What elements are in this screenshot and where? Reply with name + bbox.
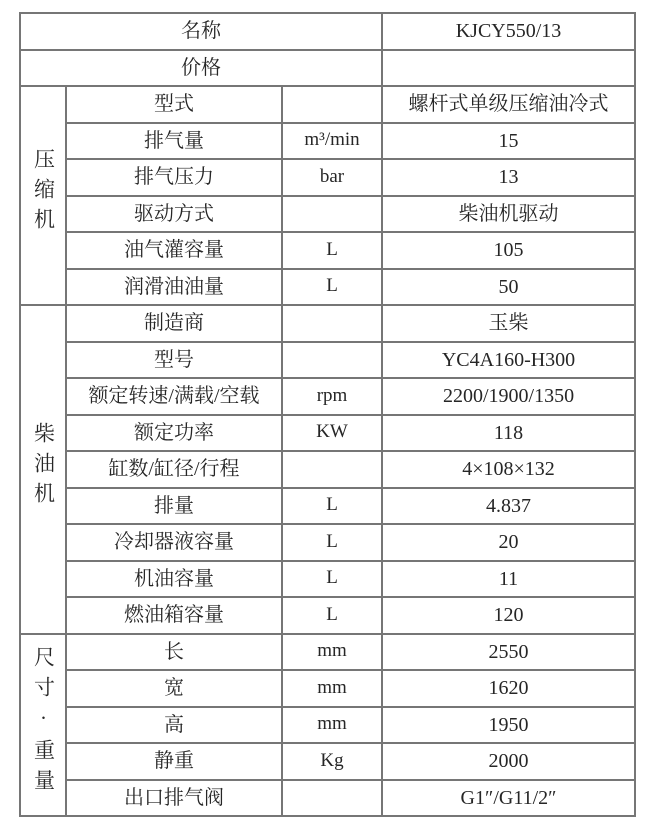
- row-value: 2200/1900/1350: [382, 378, 635, 415]
- row-label: 缸数/缸径/行程: [66, 451, 282, 488]
- section-compressor: [20, 86, 66, 305]
- row-unit: L: [282, 269, 382, 306]
- spec-row: [20, 634, 635, 671]
- row-value: 柴油机驱动: [382, 196, 635, 233]
- row-label: 排气压力: [66, 159, 282, 196]
- spec-table: [19, 12, 636, 817]
- row-value: 15: [382, 123, 635, 160]
- spec-row: [20, 670, 635, 707]
- row-unit: L: [282, 597, 382, 634]
- row-value: 13: [382, 159, 635, 196]
- spec-row: [20, 707, 635, 744]
- price-value: [382, 50, 635, 87]
- row-value: 螺杆式单级压缩油冷式: [382, 86, 635, 123]
- spec-row: [20, 597, 635, 634]
- row-value: 2000: [382, 743, 635, 780]
- row-label: 额定转速/满载/空载: [66, 378, 282, 415]
- row-label: 排气量: [66, 123, 282, 160]
- spec-row: [20, 378, 635, 415]
- row-unit: rpm: [282, 378, 382, 415]
- row-label: 冷却器液容量: [66, 524, 282, 561]
- row-label: 静重: [66, 743, 282, 780]
- spec-row: [20, 269, 635, 306]
- row-value: 120: [382, 597, 635, 634]
- spec-row: [20, 86, 635, 123]
- row-unit: [282, 451, 382, 488]
- spec-row: [20, 415, 635, 452]
- row-unit: [282, 305, 382, 342]
- row-unit: [282, 86, 382, 123]
- name-value: KJCY550/13: [382, 13, 635, 50]
- row-label: 长: [66, 634, 282, 671]
- row-unit: [282, 342, 382, 379]
- row-label: 型式: [66, 86, 282, 123]
- row-value: 20: [382, 524, 635, 561]
- row-label: 制造商: [66, 305, 282, 342]
- row-value: 1620: [382, 670, 635, 707]
- row-unit: mm: [282, 670, 382, 707]
- row-value: 玉柴: [382, 305, 635, 342]
- spec-row: [20, 488, 635, 525]
- row-unit: L: [282, 561, 382, 598]
- row-label: 驱动方式: [66, 196, 282, 233]
- row-unit: L: [282, 524, 382, 561]
- row-value: G1″/G11/2″: [382, 780, 635, 817]
- row-label: 额定功率: [66, 415, 282, 452]
- spec-row: [20, 305, 635, 342]
- row-value: 4.837: [382, 488, 635, 525]
- row-label: 宽: [66, 670, 282, 707]
- row-label: 油气灌容量: [66, 232, 282, 269]
- spec-row: [20, 451, 635, 488]
- row-unit: KW: [282, 415, 382, 452]
- spec-table-body: [20, 13, 635, 816]
- row-value: YC4A160-H300: [382, 342, 635, 379]
- spec-row: [20, 232, 635, 269]
- section-dimensions-weight-label: 尺寸·重量: [31, 645, 56, 799]
- row-value: 1950: [382, 707, 635, 744]
- row-value: 105: [382, 232, 635, 269]
- row-unit: L: [282, 488, 382, 525]
- section-diesel-engine: [20, 305, 66, 634]
- row-unit: mm: [282, 707, 382, 744]
- row-value: 118: [382, 415, 635, 452]
- row-label: 出口排气阀: [66, 780, 282, 817]
- row-label: 排量: [66, 488, 282, 525]
- row-label: 高: [66, 707, 282, 744]
- spec-row: [20, 561, 635, 598]
- price-label: 价格: [20, 50, 382, 87]
- row-unit: L: [282, 232, 382, 269]
- row-label: 机油容量: [66, 561, 282, 598]
- spec-row: [20, 743, 635, 780]
- name-label: 名称: [20, 13, 382, 50]
- spec-row: [20, 342, 635, 379]
- spec-row: [20, 159, 635, 196]
- row-unit: Kg: [282, 743, 382, 780]
- section-compressor-label: 压缩机: [31, 147, 56, 238]
- row-value: 11: [382, 561, 635, 598]
- header-row-name: [20, 13, 635, 50]
- row-label: 燃油箱容量: [66, 597, 282, 634]
- section-diesel-engine-label: 柴油机: [31, 421, 56, 512]
- row-value: 4×108×132: [382, 451, 635, 488]
- row-unit: bar: [282, 159, 382, 196]
- row-unit: [282, 196, 382, 233]
- row-value: 50: [382, 269, 635, 306]
- row-label: 润滑油油量: [66, 269, 282, 306]
- row-value: 2550: [382, 634, 635, 671]
- spec-row: [20, 196, 635, 233]
- spec-row: [20, 123, 635, 160]
- header-row-price: [20, 50, 635, 87]
- row-unit: m³/min: [282, 123, 382, 160]
- section-dimensions-weight: [20, 634, 66, 817]
- row-label: 型号: [66, 342, 282, 379]
- row-unit: mm: [282, 634, 382, 671]
- spec-row: [20, 524, 635, 561]
